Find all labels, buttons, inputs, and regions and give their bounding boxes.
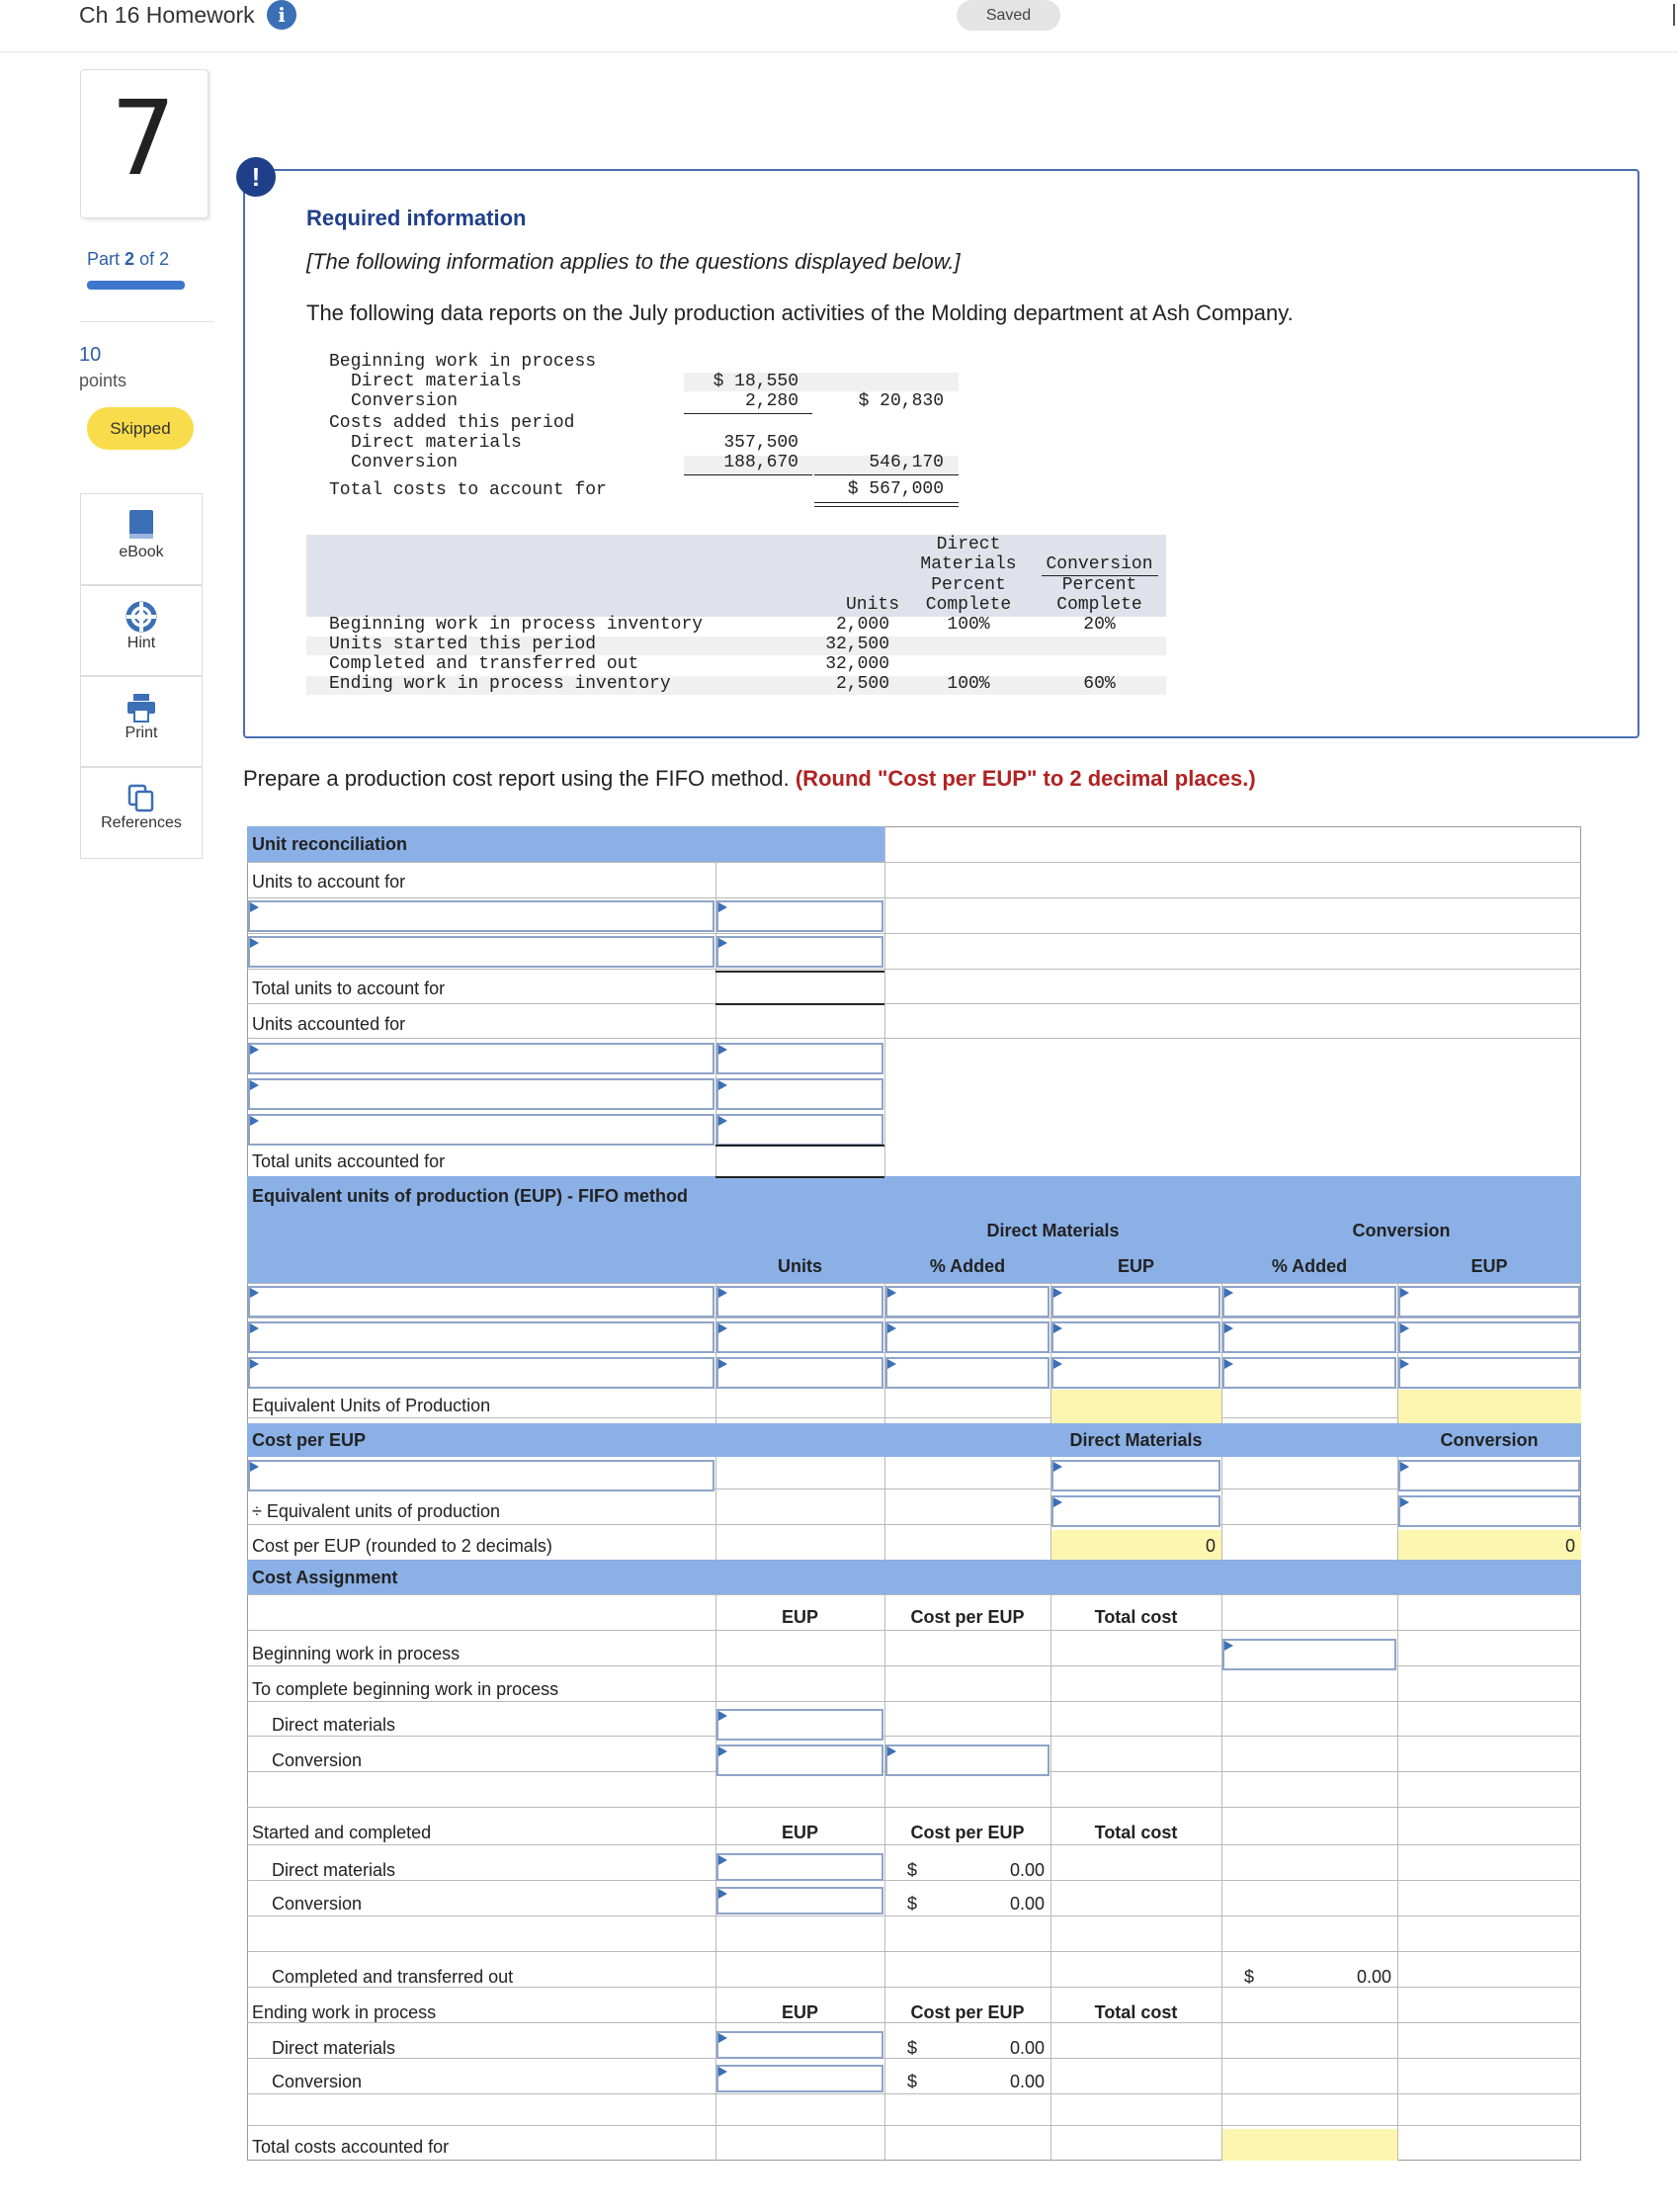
input-marker-icon bbox=[887, 1746, 896, 1756]
unit-h-dm1: Direct bbox=[936, 535, 1001, 554]
unit-h-conv: Conversion bbox=[1046, 554, 1153, 574]
input-marker-icon bbox=[718, 1323, 727, 1333]
eup-row3-col2-input[interactable] bbox=[716, 1357, 883, 1389]
ca-ct-dollar: $ bbox=[1244, 1967, 1255, 1987]
instructions-emphasis: (Round "Cost per EUP" to 2 decimal places.) bbox=[795, 766, 1256, 791]
cost-added-label: Costs added this period bbox=[329, 413, 575, 433]
status-badge: Skipped bbox=[87, 407, 194, 450]
cost-bwip-total: $ 20,830 bbox=[858, 391, 944, 411]
eup-row1-col1-input[interactable] bbox=[248, 1286, 714, 1318]
input-marker-icon bbox=[250, 1116, 259, 1126]
input-marker-icon bbox=[887, 1323, 896, 1333]
ebook-label: eBook bbox=[119, 544, 164, 560]
ca-ewip-total-header: Total cost bbox=[1094, 2002, 1178, 2022]
double-underline bbox=[814, 506, 959, 507]
eup-row3-col4-input[interactable] bbox=[1051, 1357, 1220, 1389]
grid-line bbox=[247, 862, 1581, 863]
eup-row1-col4-input[interactable] bbox=[1051, 1286, 1220, 1318]
input-marker-icon bbox=[250, 1045, 259, 1055]
ca-ewip-conv-label: Conversion bbox=[272, 2072, 363, 2091]
grid-line bbox=[247, 2093, 1581, 2094]
ca-sc-dm-dollar: $ bbox=[907, 1860, 918, 1880]
unit-row-units: 2,500 bbox=[835, 674, 889, 694]
required-info-description: The following data reports on the July production activities of the Molding department at Ash Company. bbox=[306, 300, 1294, 325]
total-units-accounted-label: Total units accounted for bbox=[252, 1151, 446, 1171]
uaf-value-input-1[interactable] bbox=[716, 1043, 883, 1074]
eup-row2-col1-input[interactable] bbox=[248, 1321, 714, 1353]
input-marker-icon bbox=[1224, 1323, 1233, 1333]
unit-row-label: Ending work in process inventory bbox=[329, 674, 671, 694]
part-indicator bbox=[87, 249, 169, 270]
unit-row-dm: 100% bbox=[947, 615, 990, 635]
conv-pct-added-header: % Added bbox=[1271, 1256, 1348, 1276]
grid-line bbox=[247, 1844, 1581, 1845]
input-marker-icon bbox=[250, 938, 259, 948]
info-icon[interactable]: i bbox=[267, 0, 296, 30]
unit-h-dm2: Materials bbox=[920, 554, 1017, 574]
ca-cpe-header: Cost per EUP bbox=[910, 1607, 1025, 1627]
dm-eup-total-cell bbox=[1051, 1390, 1221, 1423]
ca-total-cost-header: Total cost bbox=[1094, 1607, 1178, 1627]
cpe-dm-cost-input[interactable] bbox=[1051, 1460, 1220, 1491]
underline bbox=[814, 474, 959, 475]
cost-added-total: 546,170 bbox=[869, 453, 944, 472]
cost-per-eup-rounded-label: Cost per EUP (rounded to 2 decimals) bbox=[252, 1536, 552, 1556]
eup-row1-col2-input[interactable] bbox=[716, 1286, 883, 1318]
input-marker-icon bbox=[887, 1288, 896, 1298]
ca-bwip-label: Beginning work in process bbox=[252, 1644, 461, 1663]
cost-bwip-conv-label: Conversion bbox=[351, 391, 459, 411]
input-marker-icon bbox=[1224, 1641, 1233, 1651]
ca-started-completed-label: Started and completed bbox=[252, 1823, 432, 1842]
ca-sc-conv-dollar: $ bbox=[907, 1894, 918, 1914]
part-num: 2 bbox=[125, 249, 135, 269]
ca-sc-dm-label: Direct materials bbox=[272, 1860, 396, 1880]
ca-sc-dm-cpe: 0.00 bbox=[1009, 1860, 1045, 1880]
ca-completed-transferred-label: Completed and transferred out bbox=[272, 1967, 514, 1987]
unit-row-units: 32,500 bbox=[825, 635, 889, 654]
grid-line bbox=[247, 1318, 1581, 1319]
eup-row2-col3-input[interactable] bbox=[885, 1321, 1049, 1353]
input-marker-icon bbox=[250, 1080, 259, 1090]
units-column-header: Units bbox=[778, 1256, 822, 1276]
input-marker-icon bbox=[718, 2033, 727, 2043]
conv-cpe-value: 0 bbox=[1564, 1536, 1575, 1556]
grid-line bbox=[247, 1417, 1581, 1418]
input-marker-icon bbox=[887, 1359, 896, 1369]
part-total: of 2 bbox=[139, 249, 170, 269]
input-marker-icon bbox=[250, 1462, 259, 1472]
scroll-edge-icon bbox=[1673, 4, 1675, 26]
conv-column-group: Conversion bbox=[1352, 1221, 1451, 1240]
uaf-value-input-2[interactable] bbox=[716, 1078, 883, 1110]
hint-button[interactable] bbox=[80, 584, 203, 677]
eup-row1-col3-input[interactable] bbox=[885, 1286, 1049, 1318]
eup-row2-col4-input[interactable] bbox=[1051, 1321, 1220, 1353]
ca-tc-dm-label: Direct materials bbox=[272, 1715, 396, 1735]
ca-sc-conv-eup-input[interactable] bbox=[716, 1887, 883, 1914]
eup-row2-col6-input[interactable] bbox=[1398, 1321, 1580, 1353]
total-costs-accounted-label: Total costs accounted for bbox=[252, 2137, 450, 2157]
ca-sc-conv-label: Conversion bbox=[272, 1894, 363, 1914]
grid-line bbox=[247, 2125, 1581, 2126]
grid-line bbox=[247, 1594, 1581, 1595]
print-label: Print bbox=[125, 724, 158, 741]
ca-ewip-conv-eup-input[interactable] bbox=[716, 2065, 883, 2092]
input-marker-icon bbox=[718, 1080, 727, 1090]
ca-tc-conv-eup-input[interactable] bbox=[716, 1744, 883, 1776]
input-marker-icon bbox=[1400, 1323, 1409, 1333]
input-marker-icon bbox=[250, 1288, 259, 1298]
grid-line bbox=[247, 897, 1581, 898]
saved-status: Saved bbox=[957, 0, 1060, 31]
input-marker-icon bbox=[1053, 1359, 1062, 1369]
grid-line bbox=[884, 826, 885, 2161]
ca-ewip-eup-header: EUP bbox=[781, 2002, 818, 2022]
input-marker-icon bbox=[1400, 1359, 1409, 1369]
ca-ewip-conv-dollar: $ bbox=[907, 2072, 918, 2091]
underline bbox=[684, 474, 812, 475]
required-info-note: [The following information applies to the questions displayed below.] bbox=[306, 249, 961, 274]
grid-line bbox=[247, 1003, 1581, 1004]
input-marker-icon bbox=[718, 1116, 727, 1126]
part-progress-bar bbox=[87, 281, 185, 290]
eup-row3-col6-input[interactable] bbox=[1398, 1357, 1580, 1389]
book-icon bbox=[126, 508, 156, 542]
grid-line bbox=[247, 1701, 1581, 1702]
cpe-dm-header: Direct Materials bbox=[1069, 1430, 1203, 1450]
grid-line bbox=[247, 1807, 1581, 1808]
input-marker-icon bbox=[250, 902, 259, 912]
section-header-bg bbox=[715, 826, 884, 862]
ca-tc-conv-cpe-input[interactable] bbox=[885, 1744, 1049, 1776]
input-marker-icon bbox=[718, 1889, 727, 1899]
input-marker-icon bbox=[1053, 1462, 1062, 1472]
printer-icon bbox=[126, 693, 157, 723]
conv-eup-header: EUP bbox=[1470, 1256, 1508, 1276]
input-marker-icon bbox=[250, 1323, 259, 1333]
grid-line bbox=[247, 1915, 1581, 1916]
input-marker-icon bbox=[718, 2067, 727, 2077]
unit-h-dm-cmp: Complete bbox=[925, 595, 1012, 615]
lifebuoy-icon bbox=[126, 601, 157, 633]
total-units-to-account-label: Total units to account for bbox=[252, 978, 446, 998]
grid-line bbox=[247, 1951, 1581, 1952]
grid-line bbox=[247, 1038, 1581, 1039]
unit-row-conv: 20% bbox=[1083, 615, 1116, 635]
input-marker-icon bbox=[250, 1359, 259, 1369]
conv-eup-total-cell bbox=[1398, 1390, 1581, 1423]
input-marker-icon bbox=[1224, 1359, 1233, 1369]
grid-line bbox=[247, 1630, 1581, 1631]
ca-ewip-conv-cpe: 0.00 bbox=[1009, 2072, 1045, 2091]
ca-tc-dm-eup-input[interactable] bbox=[716, 1709, 883, 1741]
cost-bwip-dm-value: $ 18,550 bbox=[713, 372, 798, 391]
dm-eup-header: EUP bbox=[1117, 1256, 1154, 1276]
part-prefix: Part bbox=[87, 249, 121, 269]
cost-bwip-conv-value: 2,280 bbox=[744, 391, 798, 411]
ca-ewip-dm-cpe: 0.00 bbox=[1009, 2038, 1045, 2058]
ca-tc-conv-label: Conversion bbox=[272, 1750, 363, 1770]
alert-icon: ! bbox=[236, 157, 276, 197]
uaf-value-input-3[interactable] bbox=[716, 1114, 883, 1146]
grid-line bbox=[247, 1283, 1581, 1284]
divider bbox=[80, 321, 214, 322]
ca-sc-total-header: Total cost bbox=[1094, 1823, 1178, 1842]
hint-label: Hint bbox=[126, 635, 156, 651]
cost-added-conv-label: Conversion bbox=[351, 453, 459, 472]
eup-row3-col1-input[interactable] bbox=[248, 1357, 714, 1389]
grid-line bbox=[247, 1524, 1581, 1525]
references-label: References bbox=[101, 814, 182, 831]
ebook-button[interactable] bbox=[80, 493, 203, 586]
input-marker-icon bbox=[718, 938, 727, 948]
input-marker-icon bbox=[1053, 1288, 1062, 1298]
ca-sc-eup-header: EUP bbox=[781, 1823, 818, 1842]
unit-h-conv-cmp: Complete bbox=[1056, 595, 1142, 615]
unit-reconciliation-heading: Unit reconciliation bbox=[252, 834, 408, 854]
grid-line bbox=[247, 969, 1581, 970]
instructions-text: Prepare a production cost report using the FIFO method. bbox=[243, 766, 790, 791]
uaf-label-input-3[interactable] bbox=[248, 1114, 714, 1146]
input-marker-icon bbox=[1400, 1497, 1409, 1507]
cpe-conv-eup-input[interactable] bbox=[1398, 1495, 1580, 1527]
cost-per-eup-heading: Cost per EUP bbox=[252, 1430, 367, 1450]
input-marker-icon bbox=[1053, 1323, 1062, 1333]
ca-sc-cpe-header: Cost per EUP bbox=[910, 1823, 1025, 1842]
ca-ewip-cpe-header: Cost per EUP bbox=[910, 2002, 1025, 2022]
cpe-cost-label-input[interactable] bbox=[248, 1460, 714, 1491]
ca-ewip-dm-dollar: $ bbox=[907, 2038, 918, 2058]
ca-ending-wip-label: Ending work in process bbox=[252, 2002, 437, 2022]
eup-total-label: Equivalent Units of Production bbox=[252, 1396, 491, 1415]
cost-grand-total: $ 567,000 bbox=[847, 479, 944, 499]
cost-assignment-heading: Cost Assignment bbox=[252, 1568, 398, 1587]
input-marker-icon bbox=[718, 1855, 727, 1865]
print-button[interactable] bbox=[80, 675, 203, 768]
dm-cpe-value: 0 bbox=[1205, 1536, 1216, 1556]
input-marker-icon bbox=[1400, 1288, 1409, 1298]
input-marker-icon bbox=[718, 1288, 727, 1298]
ca-bwip-cost-input[interactable] bbox=[1222, 1639, 1396, 1670]
eup-row1-col5-input[interactable] bbox=[1222, 1286, 1396, 1318]
unit-row-units: 32,000 bbox=[825, 654, 889, 674]
unit-row-label: Units started this period bbox=[329, 635, 597, 654]
input-marker-icon bbox=[718, 1711, 727, 1721]
input-marker-icon bbox=[1053, 1497, 1062, 1507]
double-underline bbox=[814, 502, 959, 503]
unit-h-conv-pct: Percent bbox=[1061, 575, 1137, 595]
ca-to-complete-label: To complete beginning work in process bbox=[252, 1679, 559, 1699]
eup-heading: Equivalent units of production (EUP) - FIFO method bbox=[252, 1186, 688, 1206]
copy-icon bbox=[126, 783, 156, 812]
eup-row2-col5-input[interactable] bbox=[1222, 1321, 1396, 1353]
instructions bbox=[243, 766, 1256, 792]
cpe-conv-header: Conversion bbox=[1440, 1430, 1539, 1450]
eup-row1-col6-input[interactable] bbox=[1398, 1286, 1580, 1318]
eup-row3-col3-input[interactable] bbox=[885, 1357, 1049, 1389]
unit-row-label: Completed and transferred out bbox=[329, 654, 639, 674]
dm-column-group: Direct Materials bbox=[986, 1221, 1120, 1240]
uta-value-input-2[interactable] bbox=[716, 936, 883, 968]
uaf-label-input-1[interactable] bbox=[248, 1043, 714, 1074]
unit-row-units: 2,000 bbox=[835, 615, 889, 635]
total-costs-accounted-cell bbox=[1222, 2129, 1397, 2161]
required-info-title: Required information bbox=[306, 206, 527, 230]
input-marker-icon bbox=[718, 1359, 727, 1369]
uta-label-input-1[interactable] bbox=[248, 900, 714, 932]
grid-line bbox=[247, 933, 1581, 934]
ca-ewip-dm-label: Direct materials bbox=[272, 2038, 396, 2058]
cpe-dm-eup-input[interactable] bbox=[1051, 1495, 1220, 1527]
cost-added-dm-label: Direct materials bbox=[351, 433, 522, 453]
divide-eup-label: ÷ Equivalent units of production bbox=[252, 1501, 501, 1521]
unit-h-units: Units bbox=[845, 595, 899, 615]
app-title: Ch 16 Homework bbox=[79, 2, 255, 28]
total-units-to-account-cell bbox=[715, 971, 884, 1005]
units-accounted-for-label: Units accounted for bbox=[252, 1014, 406, 1034]
cost-added-dm-value: 357,500 bbox=[723, 433, 798, 453]
units-to-account-for-label: Units to account for bbox=[252, 872, 406, 892]
cpe-conv-cost-input[interactable] bbox=[1398, 1460, 1580, 1491]
cost-bwip-label: Beginning work in process bbox=[329, 352, 597, 372]
input-marker-icon bbox=[1400, 1462, 1409, 1472]
ca-ewip-dm-eup-input[interactable] bbox=[716, 2031, 883, 2059]
grid-line bbox=[715, 826, 716, 2161]
total-units-accounted-cell bbox=[715, 1145, 884, 1178]
cost-total-label: Total costs to account for bbox=[329, 480, 607, 500]
dm-pct-added-header: % Added bbox=[929, 1256, 1006, 1276]
points-value: 10 bbox=[79, 344, 102, 366]
ca-ct-total: 0.00 bbox=[1356, 1967, 1391, 1987]
question-number: 7 bbox=[110, 78, 177, 199]
unit-h-dm-pct: Percent bbox=[931, 575, 1006, 595]
ca-eup-header: EUP bbox=[781, 1607, 818, 1627]
input-marker-icon bbox=[1224, 1288, 1233, 1298]
ca-sc-dm-eup-input[interactable] bbox=[716, 1853, 883, 1881]
ca-sc-conv-cpe: 0.00 bbox=[1009, 1894, 1045, 1914]
input-marker-icon bbox=[718, 1746, 727, 1756]
eup-row2-col2-input[interactable] bbox=[716, 1321, 883, 1353]
cost-added-conv-value: 188,670 bbox=[723, 453, 798, 472]
eup-row3-col5-input[interactable] bbox=[1222, 1357, 1396, 1389]
underline bbox=[684, 413, 812, 414]
uaf-label-input-2[interactable] bbox=[248, 1078, 714, 1110]
input-marker-icon bbox=[718, 902, 727, 912]
cost-bwip-dm-label: Direct materials bbox=[351, 372, 522, 391]
uta-value-input-1[interactable] bbox=[716, 900, 883, 932]
uta-label-input-2[interactable] bbox=[248, 936, 714, 968]
unit-row-label: Beginning work in process inventory bbox=[329, 615, 704, 635]
unit-row-dm: 100% bbox=[947, 674, 990, 694]
references-button[interactable] bbox=[80, 766, 203, 859]
points-label: points bbox=[79, 371, 127, 390]
input-marker-icon bbox=[718, 1045, 727, 1055]
unit-row-conv: 60% bbox=[1083, 674, 1116, 694]
